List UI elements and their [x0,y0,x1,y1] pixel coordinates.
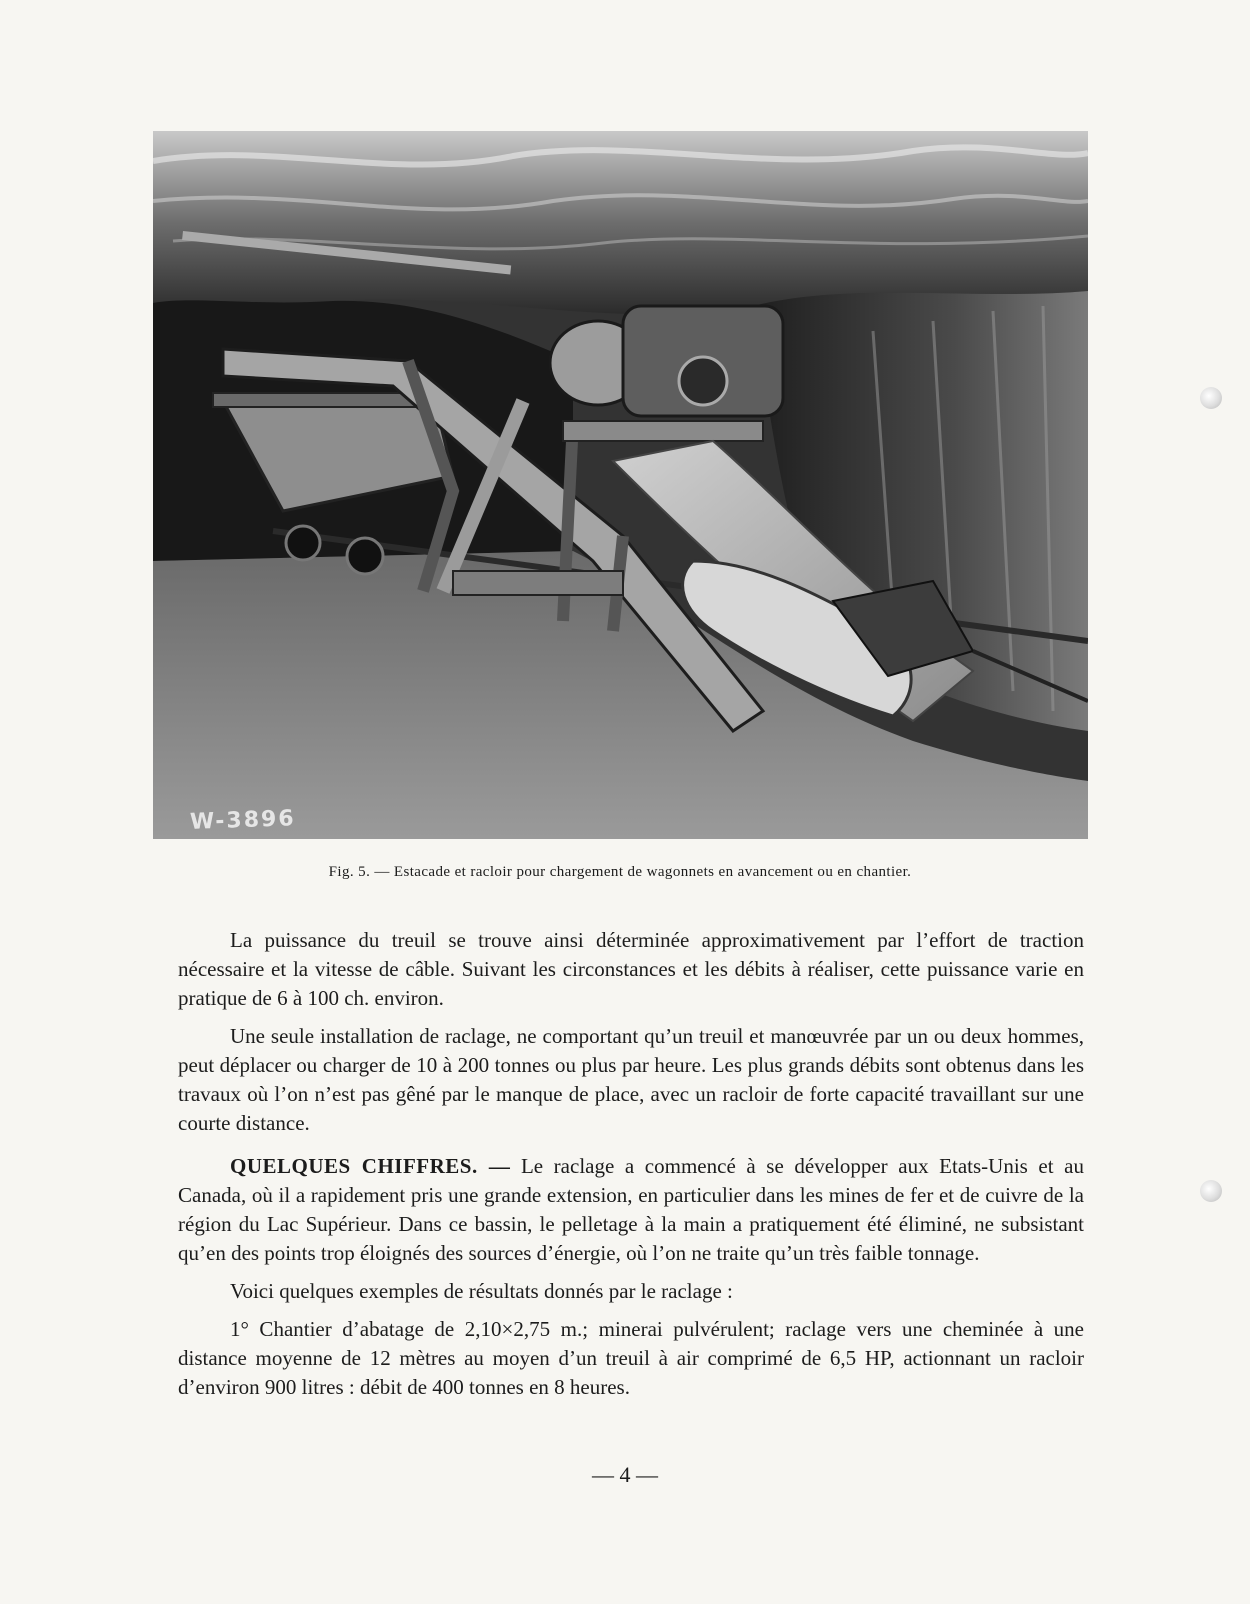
section-intro-text: Le raclage a commencé à se développer aux Etats-Unis et au Canada, où il a rapidement pris une grande extension, en particulier dans les mines de fer et de cuivre de la région du Lac Supérieur. Dans ce bassin, le pelletage à la main a pratiquement été éliminé, ne subsistant qu’en des points trop éloignés des sources d’énergie, où l’on ne traite qu’un très faible tonnage. [178,1154,1084,1265]
figure-photo [153,131,1088,839]
page-number: — 4 — [592,1462,658,1487]
body-text [178,926,1084,1147]
examples-intro: Voici quelques exemples de résultats donnés par le raclage : [230,1279,733,1303]
section-paragraph [178,1152,1084,1268]
example-1: 1° Chantier d’abatage de 2,10×2,75 m.; minerai pulvérulent; raclage vers une cheminée à une distance moyenne de 12 mètres au moyen d’un treuil à air comprimé de 6,5 HP, actionnant un racloir d’environ 900 litres : débit de 400 tonnes en 8 heures. [178,1317,1084,1399]
figure-caption: Fig. 5. — Estacade et racloir pour chargement de wagonnets en avancement ou en chantier. [328,864,912,880]
mine-scraper-illustration [153,131,1088,839]
photo-reference-label: W-3896 [189,806,297,835]
punch-hole [1200,1180,1222,1202]
paragraph-treuil-power: La puissance du treuil se trouve ainsi déterminée approximativement par l’effort de traction nécessaire et la vitesse de câble. Suivant les circonstances et les débits à réaliser, cette puissance varie en pratique de 6 à 100 ch. environ. [178,928,1084,1010]
paragraph-installation: Une seule installation de raclage, ne comportant qu’un treuil et manœuvrée par un ou deux hommes, peut déplacer ou charger de 10 à 200 tonnes ou plus par heure. Les plus grands débits sont obtenus dans les travaux où l’on n’est pas gêné par le manque de place, avec un racloir de forte capacité travaillant sur une courte distance. [178,1024,1084,1135]
section-quelques-chiffres [178,1152,1084,1411]
punch-hole [1200,387,1222,409]
section-heading: QUELQUES CHIFFRES. — [230,1154,511,1178]
